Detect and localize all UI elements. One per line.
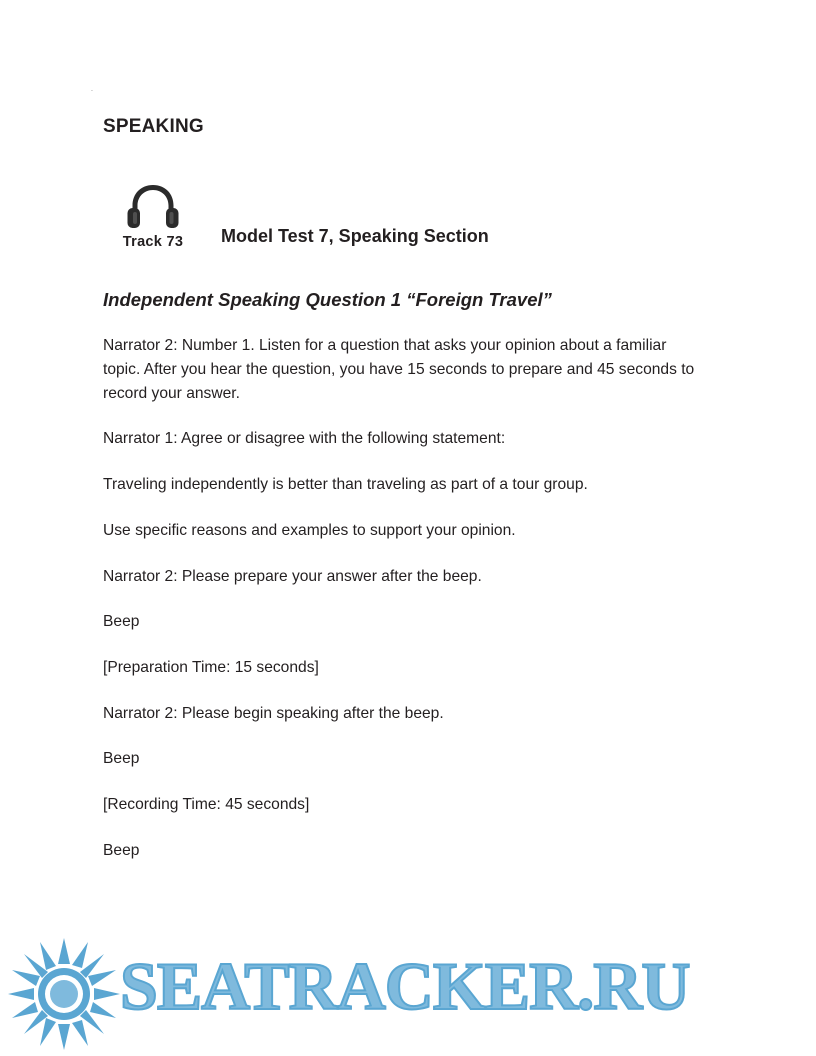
section-title: SPEAKING — [103, 116, 204, 137]
sun-burst-icon — [8, 938, 120, 1050]
paragraph-narrator1-statement-intro: Narrator 1: Agree or disagree with the following statement: — [103, 430, 506, 448]
headphones-icon — [124, 182, 182, 230]
track-label: Track 73 — [122, 234, 184, 250]
track-heading: Model Test 7, Speaking Section — [221, 226, 489, 246]
paragraph-beep-2: Beep — [103, 750, 140, 768]
paragraph-beep-1: Beep — [103, 613, 140, 631]
paragraph-instruction-reasons: Use specific reasons and examples to support your opinion. — [103, 521, 516, 539]
document-content — [103, 88, 703, 862]
paragraph-recording-time: [Recording Time: 45 seconds] — [103, 795, 310, 813]
track-row — [103, 182, 703, 250]
paragraph-prepare-after-beep: Narrator 2: Please prepare your answer after the beep. — [103, 567, 482, 585]
paragraph-beep-3: Beep — [103, 841, 140, 859]
paragraph-statement: Traveling independently is better than traveling as part of a tour group. — [103, 476, 588, 494]
question-heading: Independent Speaking Question 1 “Foreign Travel” — [103, 289, 552, 310]
paragraph-begin-after-beep: Narrator 2: Please begin speaking after the beep. — [103, 704, 444, 722]
watermark-text: SEATRACKER.RU — [120, 948, 690, 1024]
watermark — [0, 936, 816, 1056]
track-block — [103, 182, 203, 250]
paragraph-narrator2-intro: Narrator 2: Number 1. Listen for a question that asks your opinion about a familiar topic. After you hear the question, you have 15 seconds to prepare and 45 seconds to record your answer. — [103, 337, 695, 402]
stray-mark: . — [91, 86, 93, 93]
paragraph-preparation-time: [Preparation Time: 15 seconds] — [103, 658, 319, 676]
